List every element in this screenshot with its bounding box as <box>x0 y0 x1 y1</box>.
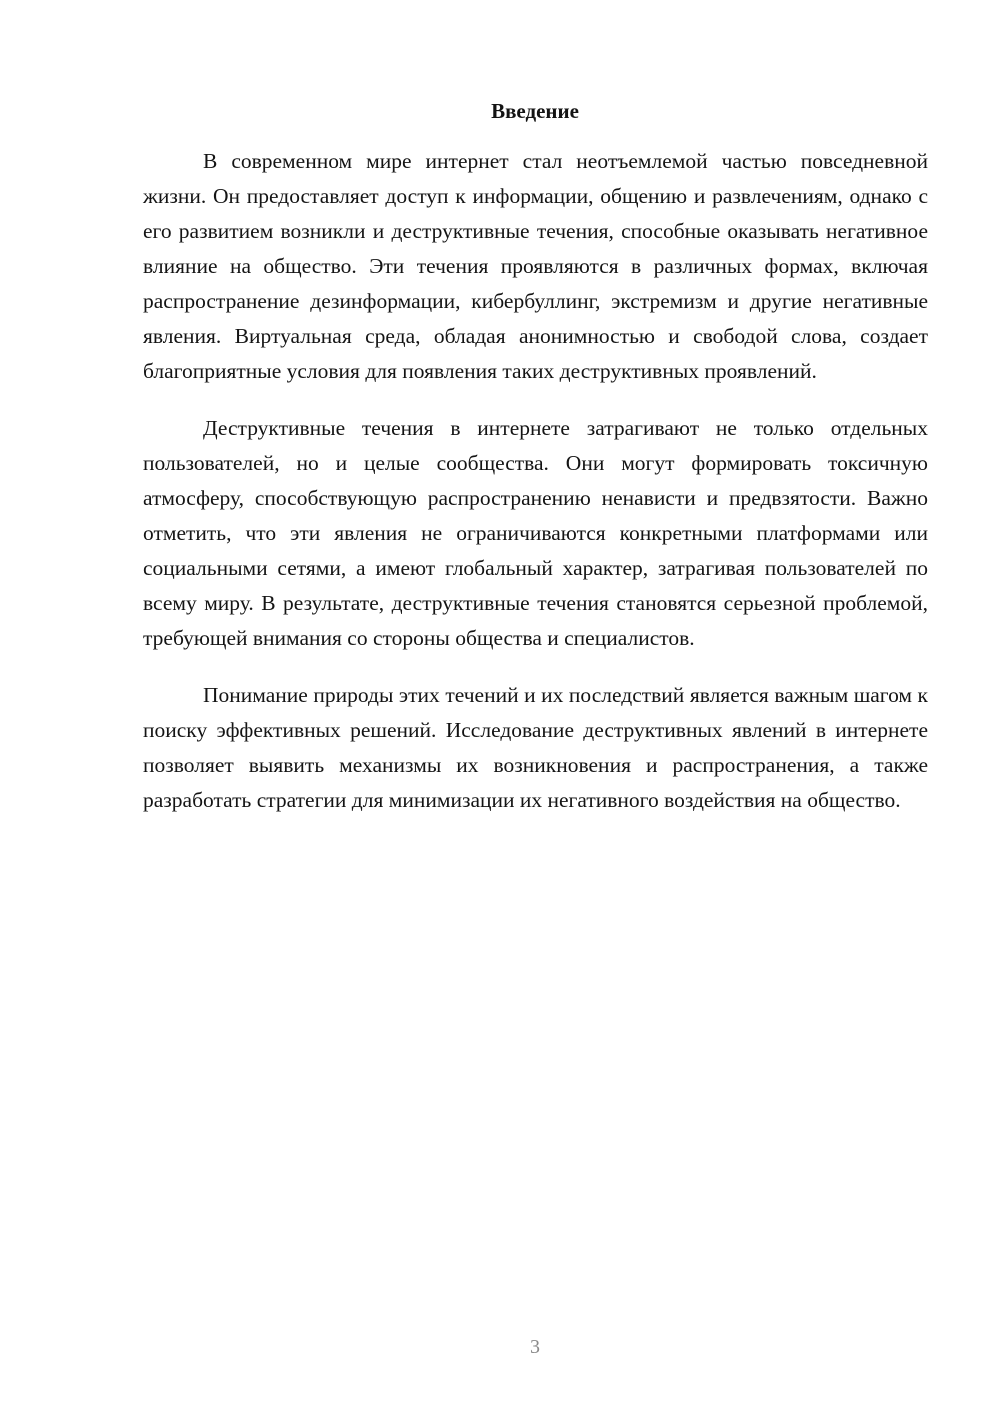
body-text <box>143 144 928 840</box>
paragraph-1: В современном мире интернет стал неотъемлемой частью повседневной жизни. Он предоставляет доступ к информации, общению и развлечениям, однако с его развитием возникли и деструктивные течения, способные оказывать негативное влияние на общество. Эти течения проявляются в различных формах, включая распространение дезинформации, кибербуллинг, экстремизм и другие негативные явления. Виртуальная среда, обладая анонимностью и свободой слова, создает благоприятные условия для появления таких деструктивных проявлений. <box>143 149 928 383</box>
paragraph-3: Понимание природы этих течений и их последствий является важным шагом к поиску эффективных решений. Исследование деструктивных явлений в интернете позволяет выявить механизмы их возникновения и распространения, а также разработать стратегии для минимизации их негативного воздействия на общество. <box>143 683 928 812</box>
paragraph-2: Деструктивные течения в интернете затрагивают не только отдельных пользователей, но и целые сообщества. Они могут формировать токсичную атмосферу, способствующую распространению ненависти и предвзятости. Важно отметить, что эти явления не ограничиваются конкретными платформами или социальными сетями, а имеют глобальный характер, затрагивая пользователей по всему миру. В результате, деструктивные течения становятся серьезной проблемой, требующей внимания со стороны общества и специалистов. <box>143 416 928 650</box>
page-title: Введение <box>491 99 579 123</box>
page-number: 3 <box>530 1336 540 1358</box>
